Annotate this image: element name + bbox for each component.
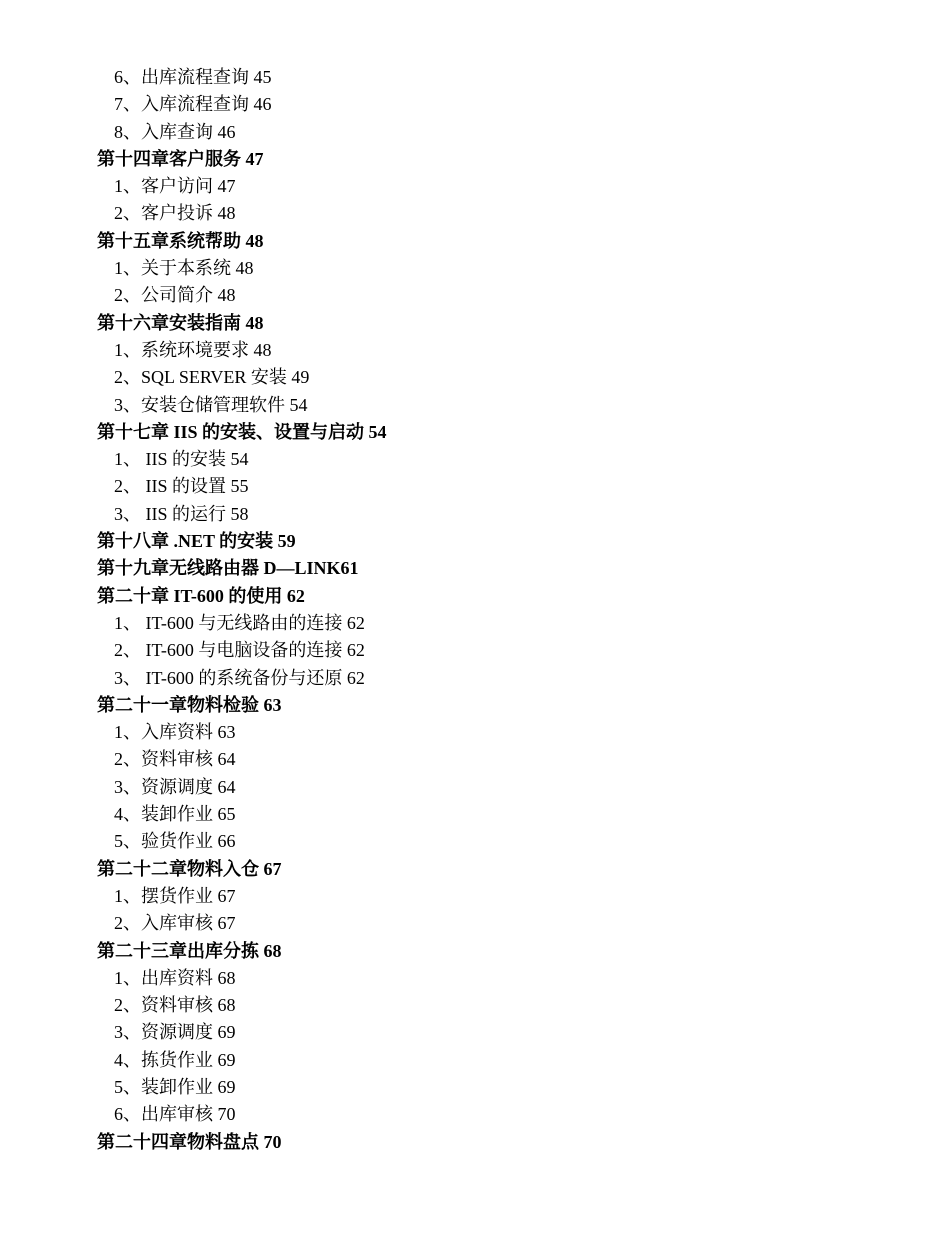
toc-section-entry: 6、出库流程查询 45 [114,67,272,87]
toc-section-entry: 2、资料审核 68 [114,995,236,1016]
toc-section-entry: 1、入库资料 63 [114,722,236,743]
toc-chapter-entry: 第二十二章物料入仓 67 [97,858,282,879]
toc-section-entry: 1、摆货作业 67 [114,885,236,906]
toc-section-entry: 2、 IT-600 与电脑设备的连接 62 [114,640,365,661]
toc-section-entry: 2、客户投诉 48 [114,203,236,224]
toc-chapter-entry: 第十四章客户服务 47 [97,148,264,169]
toc-chapter-entry: 第二十章 IT-600 的使用 62 [97,585,305,606]
toc-section-entry: 2、SQL SERVER 安装 49 [114,367,310,388]
toc-section-entry: 6、出库审核 70 [114,1104,236,1125]
toc-chapter-entry: 第十五章系统帮助 48 [97,230,264,251]
toc-chapter-entry: 第二十三章出库分拣 68 [97,940,282,961]
toc-section-entry: 2、资料审核 64 [114,749,236,770]
toc-section-entry: 3、安装仓储管理软件 54 [114,394,308,415]
toc-section-entry: 3、 IIS 的运行 58 [114,503,249,524]
toc-section-entry: 4、装卸作业 65 [114,804,236,825]
toc-section-entry: 7、入库流程查询 46 [114,94,272,115]
toc-chapter-entry: 第二十一章物料检验 63 [97,694,282,715]
toc-section-entry: 4、拣货作业 69 [114,1049,236,1070]
toc-section-entry: 2、 IIS 的设置 55 [114,476,249,497]
toc-section-entry: 1、 IT-600 与无线路由的连接 62 [114,612,365,633]
toc-chapter-entry: 第十九章无线路由器 D—LINK61 [97,558,359,579]
toc-section-entry: 1、关于本系统 48 [114,258,254,279]
toc-section-entry: 8、入库查询 46 [114,121,236,142]
toc-section-entry: 1、出库资料 68 [114,967,236,988]
toc-section-entry: 2、公司简介 48 [114,285,236,306]
toc-section-entry: 1、系统环境要求 48 [114,339,272,360]
toc-section-entry: 5、验货作业 66 [114,831,236,852]
toc-chapter-entry: 第二十四章物料盘点 70 [97,1131,282,1152]
toc-section-entry: 1、客户访问 47 [114,176,236,197]
toc-chapter-entry: 第十六章安装指南 48 [97,312,264,333]
toc-section-entry: 3、资源调度 64 [114,776,236,797]
toc-section-entry: 2、入库审核 67 [114,913,236,934]
toc-section-entry: 3、 IT-600 的系统备份与还原 62 [114,667,365,688]
table-of-contents [97,64,897,1156]
toc-section-entry: 3、资源调度 69 [114,1022,236,1043]
toc-section-entry: 1、 IIS 的安装 54 [114,449,249,470]
toc-section-entry: 5、装卸作业 69 [114,1076,236,1097]
toc-chapter-entry: 第十八章 .NET 的安装 59 [97,531,296,552]
toc-chapter-entry: 第十七章 IIS 的安装、设置与启动 54 [97,421,387,442]
